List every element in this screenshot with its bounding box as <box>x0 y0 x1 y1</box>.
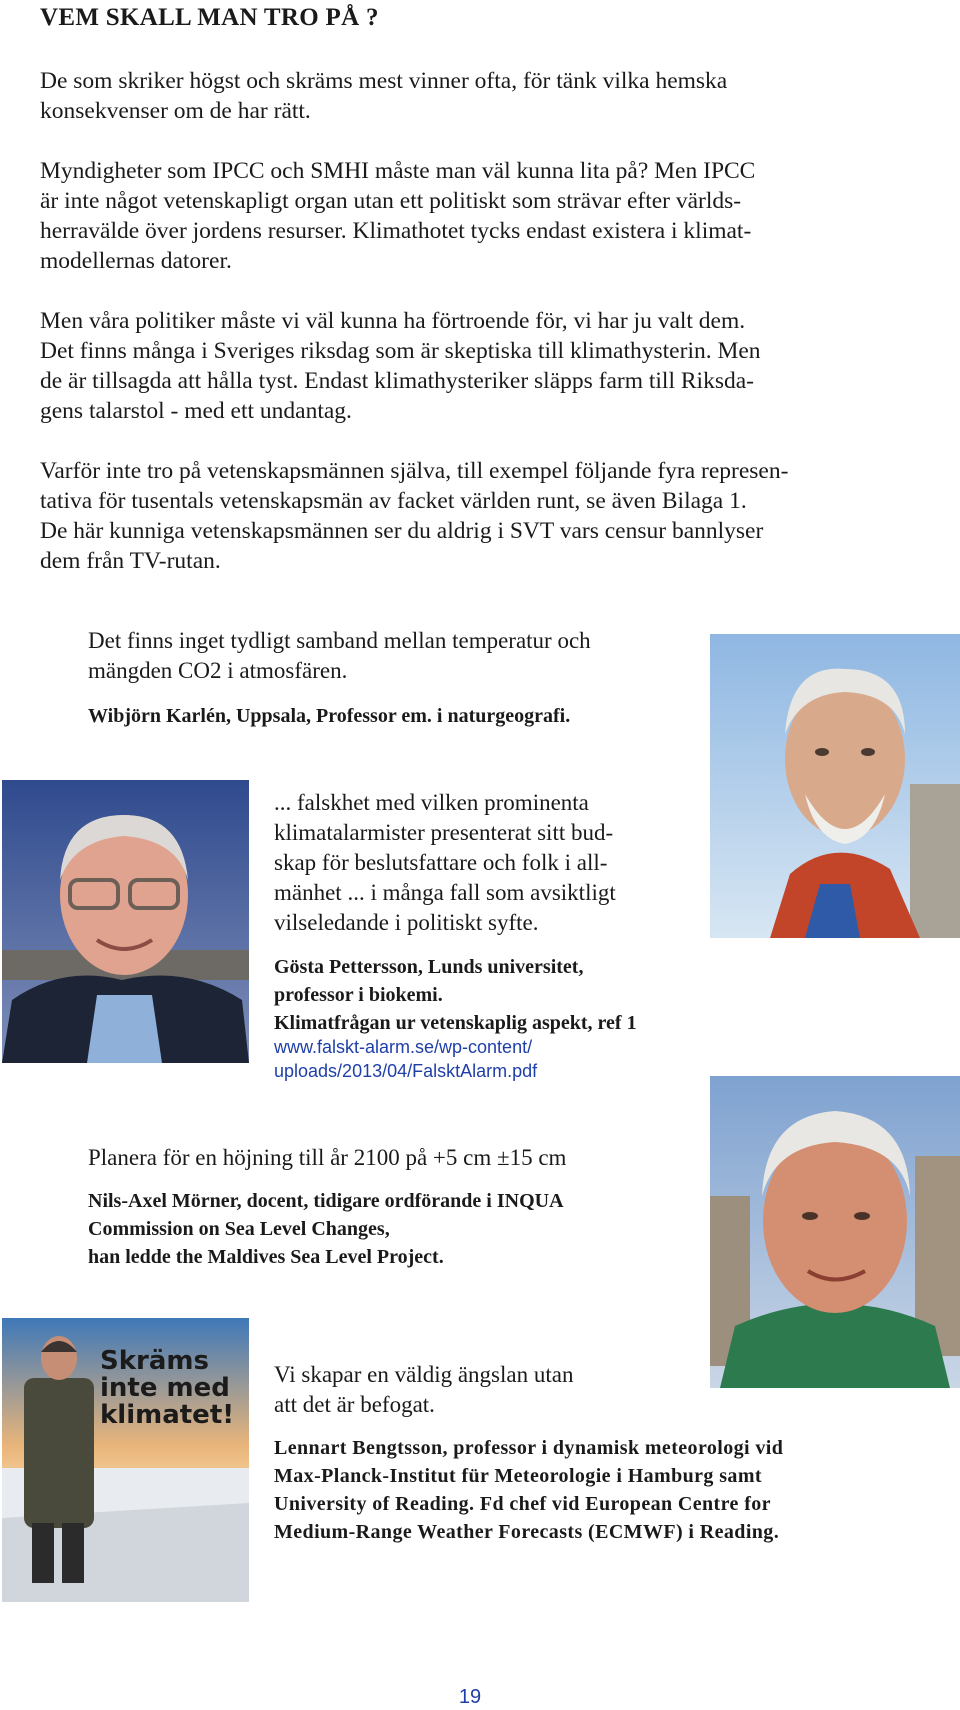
attribution-line: Max-Planck-Institut für Meteorologie i Hamburg samt <box>274 1465 762 1487</box>
paragraph-line: de är tillsagda att hålla tyst. Endast klimathysteriker släpps farm till Riksda- <box>40 368 754 394</box>
photo-nils-axel-morner <box>710 1076 960 1388</box>
attribution-line: han ledde the Maldives Sea Level Project. <box>88 1246 444 1268</box>
paragraph-line: konsekvenser om de har rätt. <box>40 98 311 124</box>
paragraph-line: Men våra politiker måste vi väl kunna ha förtroende för, vi har ju valt dem. <box>40 308 746 334</box>
quote-line: klimatalarmister presenterat sitt bud- <box>274 820 614 845</box>
paragraph-line: tativa för tusentals vetenskapsmän av facket världen runt, se även Bilaga 1. <box>40 488 747 514</box>
quote-line: att det är befogat. <box>274 1392 435 1417</box>
quote-line: skap för beslutsfattare och folk i all- <box>274 850 608 875</box>
quote-bengtsson <box>274 1360 573 1420</box>
paragraph-line: dem från TV-rutan. <box>40 548 221 574</box>
paragraph-line: De som skriker högst och skräms mest vinner ofta, för tänk vilka hemska <box>40 68 728 94</box>
attribution-bengtsson <box>274 1434 783 1546</box>
attribution-line: Lennart Bengtsson, professor i dynamisk meteorologi vid <box>274 1437 784 1459</box>
quote-line: vilseledande i politiskt syfte. <box>274 910 539 935</box>
quote-line: Det finns inget tydligt samband mellan temperatur och <box>88 628 591 653</box>
paragraph-line: modellernas datorer. <box>40 248 232 274</box>
photo-wibjorn-karlen <box>710 634 960 938</box>
paragraph-2 <box>40 156 900 276</box>
paragraph-line: Varför inte tro på vetenskapsmännen själva, till exempel följande fyra represen- <box>40 458 789 484</box>
attribution-line: professor i biokemi. <box>274 984 443 1006</box>
paragraph-line: Det finns många i Sveriges riksdag som är skeptiska till klimathysterin. Men <box>40 338 761 364</box>
attribution-line: Wibjörn Karlén, Uppsala, Professor em. i naturgeografi. <box>88 705 571 727</box>
attribution-line: University of Reading. Fd chef vid European Centre for <box>274 1493 771 1515</box>
poster-headline-line: inte med <box>100 1373 230 1403</box>
quote-line: mänhet ... i många fall som avsiktligt <box>274 880 616 905</box>
quote-line: mängden CO2 i atmosfären. <box>88 658 348 683</box>
page-title: VEM SKALL MAN TRO PÅ ? <box>40 4 379 31</box>
attribution-line: Gösta Pettersson, Lunds universitet, <box>274 956 584 978</box>
quote-karlen <box>88 626 591 686</box>
attribution-line: Nils-Axel Mörner, docent, tidigare ordförande i INQUA <box>88 1190 564 1212</box>
quote-line: Vi skapar en väldig ängslan utan <box>274 1362 574 1387</box>
paragraph-line: herravälde över jordens resurser. Klimathotet tycks endast existera i klimat- <box>40 218 752 244</box>
quote-pettersson <box>274 788 616 938</box>
paragraph-line: De här kunniga vetenskapsmännen ser du aldrig i SVT vars censur bannlyser <box>40 518 764 544</box>
reference-link[interactable] <box>274 1035 537 1083</box>
poster-headline-line: klimatet! <box>100 1400 235 1430</box>
paragraph-4 <box>40 456 900 576</box>
quote-line: ... falskhet med vilken prominenta <box>274 790 589 815</box>
reference-link-line[interactable]: uploads/2013/04/FalsktAlarm.pdf <box>274 1061 538 1081</box>
paragraph-3 <box>40 306 900 426</box>
attribution-line: Medium-Range Weather Forecasts (ECMWF) i Reading. <box>274 1521 780 1543</box>
attribution-line: Klimatfrågan ur vetenskaplig aspekt, ref 1 <box>274 1012 637 1034</box>
attribution-morner <box>88 1187 564 1271</box>
poster-skrams-inte-med-klimatet <box>2 1318 249 1602</box>
poster-headline <box>100 1348 234 1429</box>
paragraph-line: är inte något vetenskapligt organ utan ett politiskt som strävar efter världs- <box>40 188 742 214</box>
reference-link-line[interactable]: www.falskt-alarm.se/wp-content/ <box>274 1037 533 1057</box>
page-number: 19 <box>458 1686 482 1708</box>
paragraph-line: gens talarstol - med ett undantag. <box>40 398 352 424</box>
paragraph-1 <box>40 66 900 126</box>
quote-morner <box>88 1143 566 1173</box>
photo-gosta-pettersson <box>2 780 249 1063</box>
paragraph-line: Myndigheter som IPCC och SMHI måste man väl kunna lita på? Men IPCC <box>40 158 756 184</box>
attribution-karlen <box>88 702 570 730</box>
poster-headline-line: Skräms <box>100 1346 209 1376</box>
attribution-pettersson <box>274 953 637 1037</box>
quote-line: Planera för en höjning till år 2100 på +5 cm ±15 cm <box>88 1145 567 1170</box>
attribution-line: Commission on Sea Level Changes, <box>88 1218 390 1240</box>
